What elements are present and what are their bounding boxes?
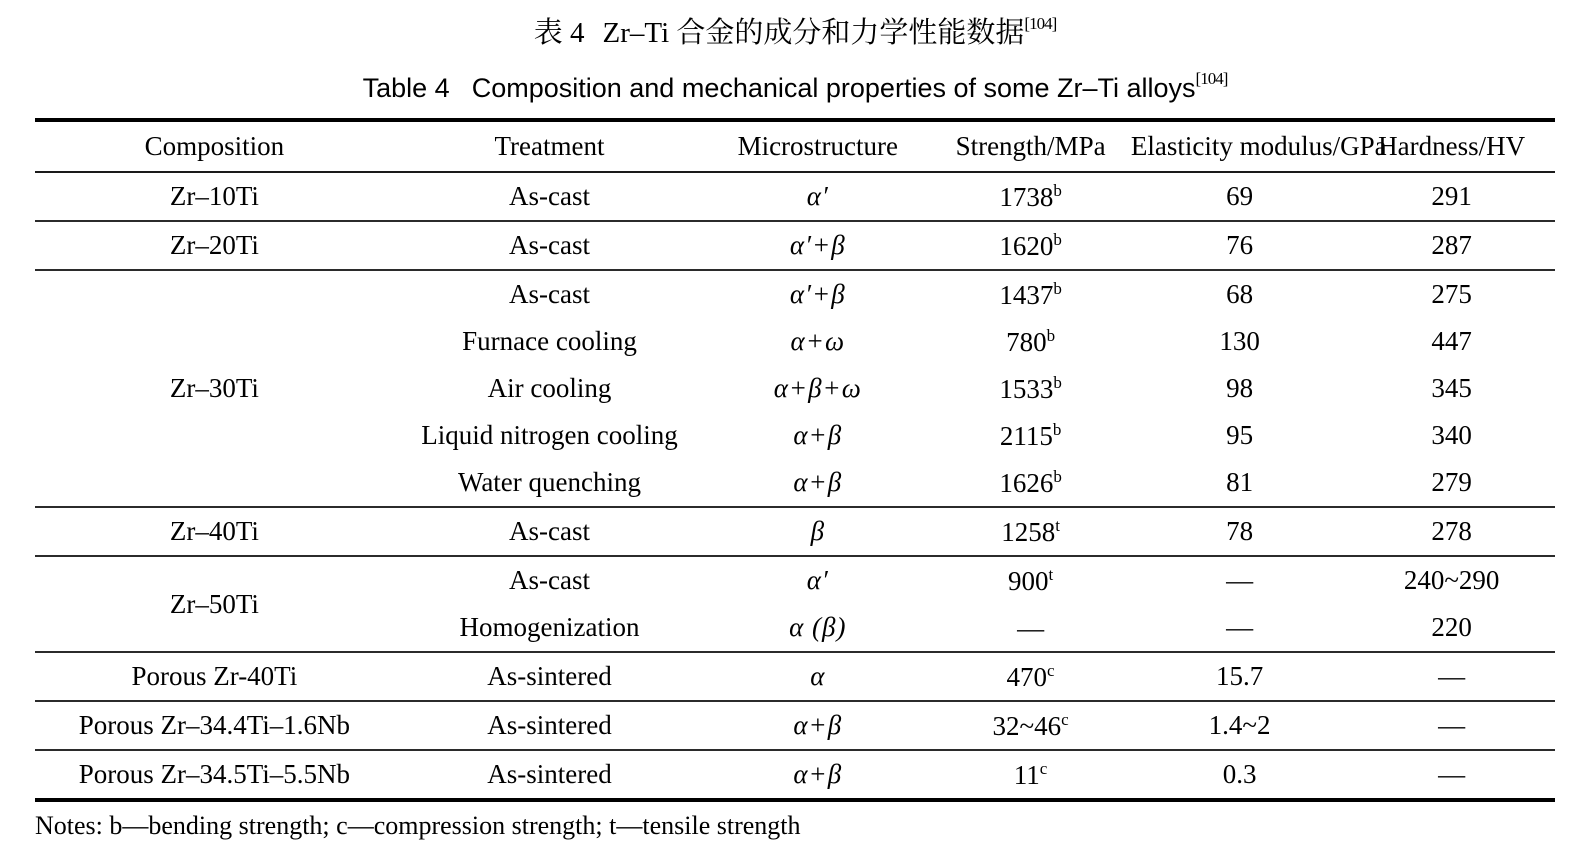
table-row — [35, 270, 1555, 318]
cell-modulus: 68 — [1226, 279, 1254, 309]
cell-treatment: Furnace cooling — [462, 326, 637, 356]
cell-microstructure: α′ — [705, 172, 930, 221]
cell-modulus: — — [1226, 565, 1254, 595]
cell-modulus: — — [1131, 604, 1348, 652]
cell-modulus: 98 — [1226, 373, 1254, 403]
cell-modulus: 15.7 — [1131, 652, 1348, 701]
note-b-text: bending strength — [148, 811, 323, 840]
header-hardness: Hardness/HV — [1348, 120, 1555, 172]
cell-hardness: 447 — [1431, 326, 1472, 356]
cell-composition: Zr–50Ti — [35, 556, 394, 652]
cell-modulus: 78 — [1131, 507, 1348, 556]
cell-microstructure: β — [705, 507, 930, 556]
header-modulus: Elasticity modulus/GPa — [1131, 120, 1348, 172]
cell-strength: 2115$^b$ — [999, 419, 1062, 451]
cell-treatment: As-cast — [509, 565, 590, 595]
cell-hardness: 340 — [1431, 420, 1472, 450]
cell-hardness: — — [1348, 701, 1555, 750]
alloy-properties-table — [35, 118, 1555, 802]
cell-microstructure: α+β — [705, 459, 930, 507]
cell-treatment: Air cooling — [487, 373, 612, 403]
cell-strength: 780$^b$ — [1006, 325, 1056, 357]
note-t-text: tensile strength — [642, 811, 801, 840]
cell-modulus: 130 — [1219, 326, 1260, 356]
cell-microstructure: α+β — [705, 701, 930, 750]
cell-microstructure: α+ω — [790, 326, 846, 356]
cell-strength: 1626$^b$ — [930, 459, 1131, 507]
table-title-en-text: Composition and mechanical properties of some Zr–Ti alloys — [471, 73, 1196, 103]
cell-hardness: 220 — [1348, 604, 1555, 652]
cell-treatment: As-cast — [509, 279, 590, 309]
cell-hardness: 240~290 — [1403, 565, 1500, 595]
cell-treatment: Homogenization — [394, 604, 706, 652]
table-number-en: Table 4 — [362, 73, 450, 103]
cell-modulus: 95 — [1226, 420, 1254, 450]
cell-composition: Zr–20Ti — [35, 221, 394, 270]
cell-hardness: 287 — [1348, 221, 1555, 270]
cell-microstructure: α+β — [793, 759, 843, 789]
cell-strength: 1738$^b$ — [930, 172, 1131, 221]
note-c-key: c — [336, 811, 348, 840]
cell-composition: Zr–30Ti — [35, 270, 394, 507]
header-microstructure: Microstructure — [705, 120, 930, 172]
note-b-key: b — [109, 811, 123, 840]
cell-strength: 900$^t$ — [1007, 564, 1054, 596]
cell-composition: Zr–40Ti — [35, 507, 394, 556]
cell-strength: 1533$^b$ — [999, 372, 1062, 404]
table-row — [35, 221, 1555, 270]
cell-modulus: 0.3 — [1222, 759, 1257, 789]
cell-hardness: — — [1438, 759, 1466, 789]
cell-hardness: 275 — [1431, 279, 1472, 309]
cell-treatment: As-sintered — [394, 652, 706, 701]
cell-microstructure: α′+β — [789, 279, 846, 309]
citation-ref-zh: [104] — [1024, 14, 1057, 33]
header-treatment: Treatment — [394, 120, 706, 172]
cell-microstructure: α+β — [793, 420, 843, 450]
header-composition: Composition — [35, 120, 394, 172]
cell-strength: 32~46$^c$ — [930, 701, 1131, 750]
note-c-text: compression strength — [373, 811, 596, 840]
cell-strength: 11$^c$ — [1013, 758, 1048, 790]
table-row — [35, 556, 1555, 604]
notes-prefix: Notes: — [35, 811, 110, 840]
note-t-key: t — [609, 811, 617, 840]
cell-microstructure: α — [705, 652, 930, 701]
cell-hardness: 345 — [1431, 373, 1472, 403]
cell-microstructure: α (β) — [705, 604, 930, 652]
cell-strength: 1437$^b$ — [999, 278, 1062, 310]
cell-treatment: As-cast — [394, 507, 706, 556]
cell-modulus: 81 — [1131, 459, 1348, 507]
table-row — [35, 701, 1555, 750]
cell-strength: 1258$^t$ — [930, 507, 1131, 556]
cell-microstructure: α′ — [806, 565, 829, 595]
cell-treatment: As-cast — [394, 221, 706, 270]
table-footnotes: Notes: b—bending strength; c—compression strength; t—tensile strength — [35, 811, 801, 840]
cell-microstructure: α′+β — [705, 221, 930, 270]
cell-hardness: 279 — [1348, 459, 1555, 507]
header-row — [35, 120, 1555, 172]
cell-hardness: 278 — [1348, 507, 1555, 556]
cell-modulus: 1.4~2 — [1131, 701, 1348, 750]
cell-composition: Zr–10Ti — [35, 172, 394, 221]
cell-microstructure: α+β+ω — [773, 373, 862, 403]
table-row — [35, 172, 1555, 221]
table-row — [35, 507, 1555, 556]
cell-treatment: As-sintered — [394, 701, 706, 750]
cell-strength: — — [930, 604, 1131, 652]
cell-strength: 1620$^b$ — [930, 221, 1131, 270]
cell-treatment: Water quenching — [394, 459, 706, 507]
cell-treatment: Liquid nitrogen cooling — [421, 420, 678, 450]
table-title-english — [35, 61, 1555, 106]
table-title-zh-text: Zr–Ti 合金的成分和力学性能数据 — [602, 17, 1025, 49]
table-row — [35, 652, 1555, 701]
table-title-chinese — [35, 6, 1555, 51]
cell-strength: 470$^c$ — [930, 652, 1131, 701]
cell-modulus: 76 — [1131, 221, 1348, 270]
cell-modulus: 69 — [1131, 172, 1348, 221]
table-row — [35, 750, 1555, 800]
header-strength: Strength/MPa — [930, 120, 1131, 172]
cell-treatment: As-cast — [394, 172, 706, 221]
citation-ref-en: [104] — [1195, 69, 1228, 88]
table-number-zh: 表 4 — [533, 17, 585, 49]
cell-hardness: — — [1348, 652, 1555, 701]
cell-hardness: 291 — [1348, 172, 1555, 221]
cell-treatment: As-sintered — [487, 759, 612, 789]
cell-composition: Porous Zr–34.5Ti–5.5Nb — [78, 759, 350, 789]
cell-composition: Porous Zr-40Ti — [35, 652, 394, 701]
cell-composition: Porous Zr–34.4Ti–1.6Nb — [35, 701, 394, 750]
